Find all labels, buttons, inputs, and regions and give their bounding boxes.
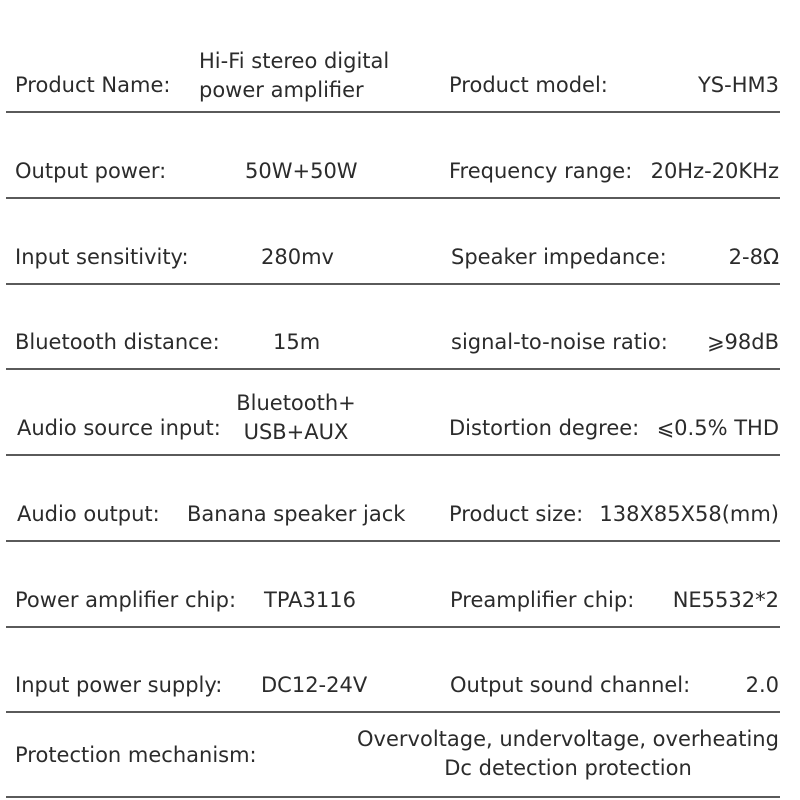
row-divider bbox=[6, 197, 780, 199]
product-name-value-line-1: Hi-Fi stereo digital bbox=[199, 49, 390, 73]
row-divider bbox=[6, 711, 780, 713]
audio-output-label: Audio output: bbox=[17, 502, 160, 526]
product-model-value: YS-HM3 bbox=[697, 73, 779, 97]
output-sound-channel-label: Output sound channel: bbox=[450, 673, 691, 697]
product-size-value: 138X85X58(mm) bbox=[599, 502, 779, 526]
speaker-impedance-label: Speaker impedance: bbox=[451, 245, 667, 269]
audio-source-input-value bbox=[225, 389, 367, 447]
audio-source-input-value-line-1: Bluetooth+ bbox=[236, 391, 356, 415]
protection-mechanism-value bbox=[352, 725, 784, 783]
distortion-degree-value: ⩽0.5% THD bbox=[656, 416, 779, 440]
snr-label: signal-to-noise ratio: bbox=[451, 330, 668, 354]
row-divider bbox=[6, 368, 780, 370]
input-sensitivity-label: Input sensitivity: bbox=[15, 245, 189, 269]
product-name-value-line-2: power amplifier bbox=[199, 78, 364, 102]
input-power-supply-value: DC12-24V bbox=[261, 673, 368, 697]
row-divider bbox=[6, 283, 780, 285]
distortion-degree-label: Distortion degree: bbox=[449, 416, 640, 440]
protection-mechanism-value-line-1: Overvoltage, undervoltage, overheating bbox=[357, 727, 779, 751]
frequency-range-label: Frequency range: bbox=[449, 159, 633, 183]
frequency-range-value: 20Hz-20KHz bbox=[650, 159, 779, 183]
speaker-impedance-value: 2-8Ω bbox=[728, 245, 779, 269]
product-name-label: Product Name: bbox=[15, 73, 171, 97]
output-power-value: 50W+50W bbox=[245, 159, 358, 183]
preamplifier-chip-label: Preamplifier chip: bbox=[450, 588, 635, 612]
power-amplifier-chip-value: TPA3116 bbox=[264, 588, 356, 612]
protection-mechanism-value-line-2: Dc detection protection bbox=[444, 756, 692, 780]
audio-output-value: Banana speaker jack bbox=[187, 502, 406, 526]
row-divider bbox=[6, 626, 780, 628]
input-sensitivity-value: 280mv bbox=[261, 245, 334, 269]
product-model-label: Product model: bbox=[449, 73, 608, 97]
row-divider bbox=[6, 540, 780, 542]
audio-source-input-value-line-2: USB+AUX bbox=[243, 420, 349, 444]
preamplifier-chip-value: NE5532*2 bbox=[672, 588, 779, 612]
output-power-label: Output power: bbox=[15, 159, 167, 183]
row-divider bbox=[6, 796, 780, 798]
product-size-label: Product size: bbox=[449, 502, 584, 526]
protection-mechanism-label: Protection mechanism: bbox=[15, 743, 257, 767]
row-divider bbox=[6, 454, 780, 456]
row-divider bbox=[6, 111, 780, 113]
input-power-supply-label: Input power supply: bbox=[15, 673, 223, 697]
bluetooth-distance-label: Bluetooth distance: bbox=[15, 330, 220, 354]
audio-source-input-label: Audio source input: bbox=[17, 416, 221, 440]
bluetooth-distance-value: 15m bbox=[273, 330, 321, 354]
output-sound-channel-value: 2.0 bbox=[745, 673, 779, 697]
product-name-value bbox=[199, 47, 389, 105]
power-amplifier-chip-label: Power amplifier chip: bbox=[15, 588, 237, 612]
snr-value: ⩾98dB bbox=[706, 330, 779, 354]
